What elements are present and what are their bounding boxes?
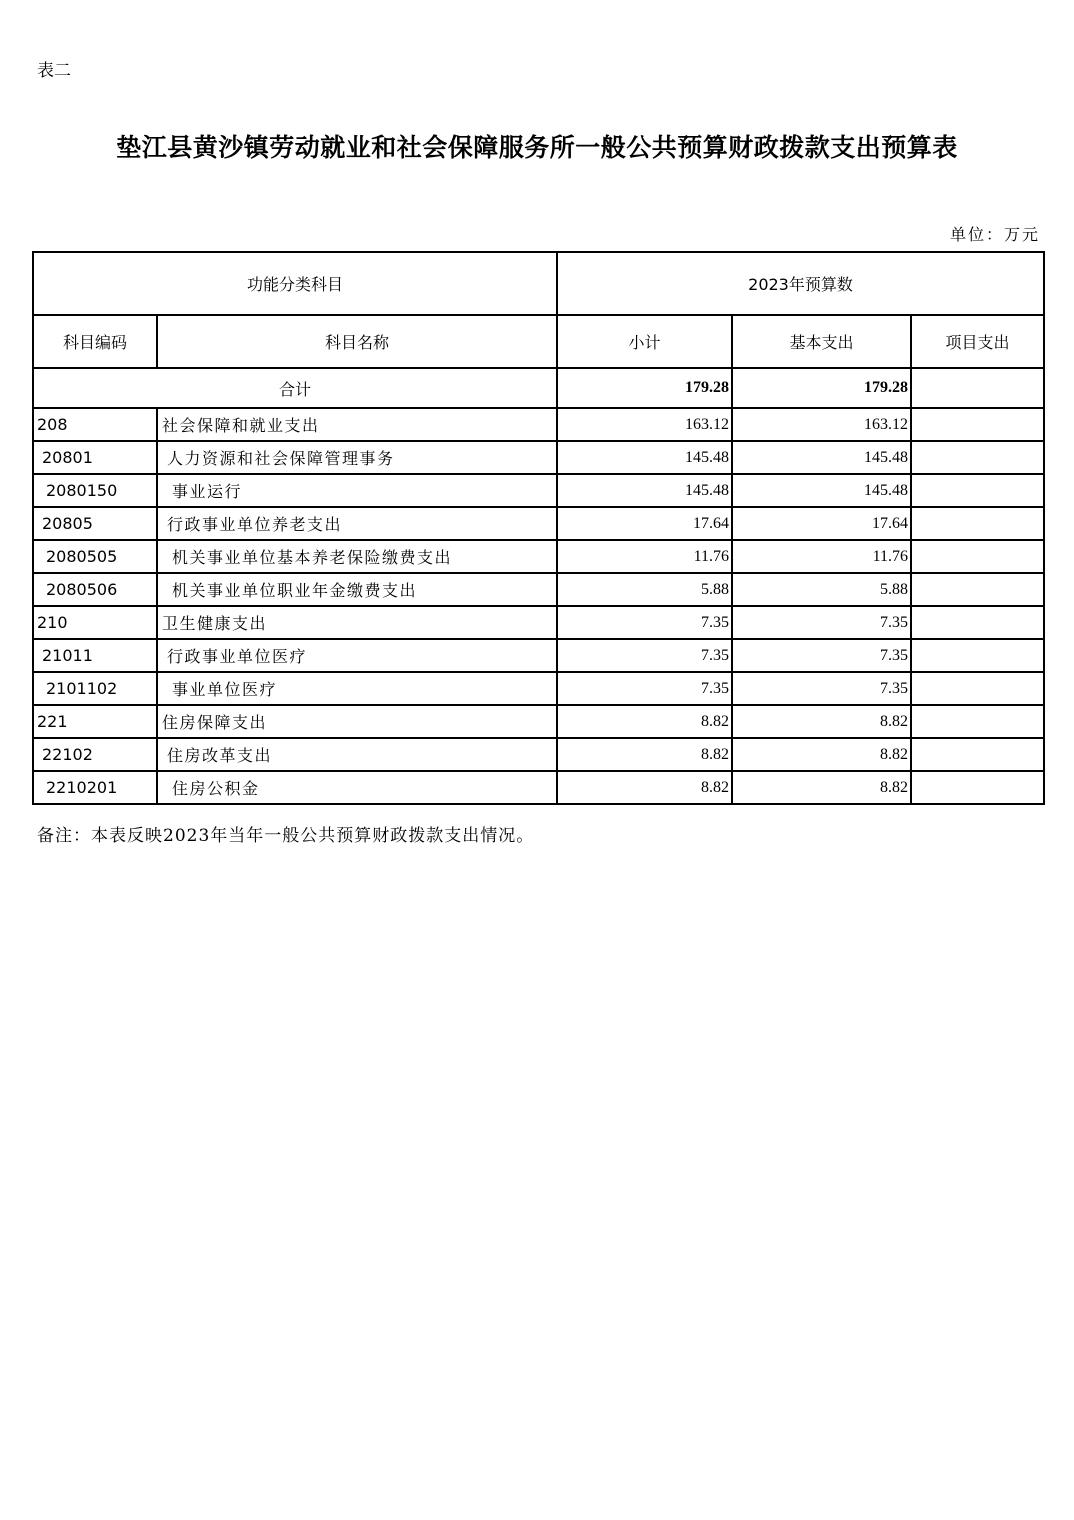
header-code: 科目编码 <box>33 315 157 368</box>
total-label: 合计 <box>33 368 557 408</box>
row-code: 2210201 <box>33 771 157 804</box>
row-code: 2080150 <box>33 474 157 507</box>
row-code: 210 <box>33 606 157 639</box>
header-project: 项目支出 <box>911 315 1044 368</box>
table-row <box>33 441 1044 474</box>
row-basic: 7.35 <box>732 639 911 672</box>
header-budget-year: 2023年预算数 <box>557 252 1044 315</box>
table-row <box>33 408 1044 441</box>
row-basic: 145.48 <box>732 441 911 474</box>
row-subtotal: 7.35 <box>557 672 732 705</box>
row-code: 21011 <box>33 639 157 672</box>
row-code: 2080506 <box>33 573 157 606</box>
row-basic: 11.76 <box>732 540 911 573</box>
table-row <box>33 573 1044 606</box>
unit-label: 单位：万元 <box>949 225 1040 244</box>
row-name: 住房公积金 <box>157 771 557 804</box>
row-code: 20805 <box>33 507 157 540</box>
row-project <box>911 507 1044 540</box>
row-basic: 8.82 <box>732 705 911 738</box>
table-row <box>33 705 1044 738</box>
row-subtotal: 145.48 <box>557 474 732 507</box>
header-functional-category: 功能分类科目 <box>33 252 557 315</box>
row-name: 行政事业单位养老支出 <box>157 507 557 540</box>
header-row-2 <box>33 315 1044 368</box>
row-project <box>911 408 1044 441</box>
row-project <box>911 540 1044 573</box>
row-project <box>911 771 1044 804</box>
document-title: 垫江县黄沙镇劳动就业和社会保障服务所一般公共预算财政拨款支出预算表 <box>116 133 958 162</box>
row-basic: 17.64 <box>732 507 911 540</box>
total-project <box>911 368 1044 408</box>
row-subtotal: 5.88 <box>557 573 732 606</box>
row-subtotal: 17.64 <box>557 507 732 540</box>
table-row <box>33 771 1044 804</box>
row-name: 行政事业单位医疗 <box>157 639 557 672</box>
row-code: 208 <box>33 408 157 441</box>
row-subtotal: 7.35 <box>557 639 732 672</box>
total-subtotal: 179.28 <box>557 368 732 408</box>
budget-table <box>32 251 1045 805</box>
row-code: 221 <box>33 705 157 738</box>
row-name: 社会保障和就业支出 <box>157 408 557 441</box>
row-basic: 7.35 <box>732 672 911 705</box>
table-row <box>33 507 1044 540</box>
row-name: 住房改革支出 <box>157 738 557 771</box>
row-code: 20801 <box>33 441 157 474</box>
total-row <box>33 368 1044 408</box>
row-code: 2101102 <box>33 672 157 705</box>
row-project <box>911 672 1044 705</box>
total-basic: 179.28 <box>732 368 911 408</box>
row-subtotal: 8.82 <box>557 771 732 804</box>
row-basic: 8.82 <box>732 771 911 804</box>
row-basic: 8.82 <box>732 738 911 771</box>
row-project <box>911 441 1044 474</box>
header-basic: 基本支出 <box>732 315 911 368</box>
row-basic: 163.12 <box>732 408 911 441</box>
row-code: 22102 <box>33 738 157 771</box>
table-label: 表二 <box>37 61 71 81</box>
row-project <box>911 738 1044 771</box>
row-basic: 5.88 <box>732 573 911 606</box>
row-subtotal: 8.82 <box>557 738 732 771</box>
row-code: 2080505 <box>33 540 157 573</box>
header-row-1 <box>33 252 1044 315</box>
row-basic: 145.48 <box>732 474 911 507</box>
row-project <box>911 639 1044 672</box>
row-name: 机关事业单位职业年金缴费支出 <box>157 573 557 606</box>
row-project <box>911 705 1044 738</box>
table-row <box>33 474 1044 507</box>
header-subtotal: 小计 <box>557 315 732 368</box>
row-project <box>911 573 1044 606</box>
row-project <box>911 606 1044 639</box>
row-subtotal: 8.82 <box>557 705 732 738</box>
table-row <box>33 672 1044 705</box>
row-name: 卫生健康支出 <box>157 606 557 639</box>
row-basic: 7.35 <box>732 606 911 639</box>
row-project <box>911 474 1044 507</box>
table-row <box>33 606 1044 639</box>
row-subtotal: 11.76 <box>557 540 732 573</box>
row-name: 机关事业单位基本养老保险缴费支出 <box>157 540 557 573</box>
table-row <box>33 738 1044 771</box>
row-subtotal: 7.35 <box>557 606 732 639</box>
row-name: 人力资源和社会保障管理事务 <box>157 441 557 474</box>
table-row <box>33 540 1044 573</box>
remark-note: 备注：本表反映2023年当年一般公共预算财政拨款支出情况。 <box>37 826 535 846</box>
row-name: 事业运行 <box>157 474 557 507</box>
row-subtotal: 145.48 <box>557 441 732 474</box>
row-subtotal: 163.12 <box>557 408 732 441</box>
table-row <box>33 639 1044 672</box>
header-name: 科目名称 <box>157 315 557 368</box>
row-name: 事业单位医疗 <box>157 672 557 705</box>
row-name: 住房保障支出 <box>157 705 557 738</box>
